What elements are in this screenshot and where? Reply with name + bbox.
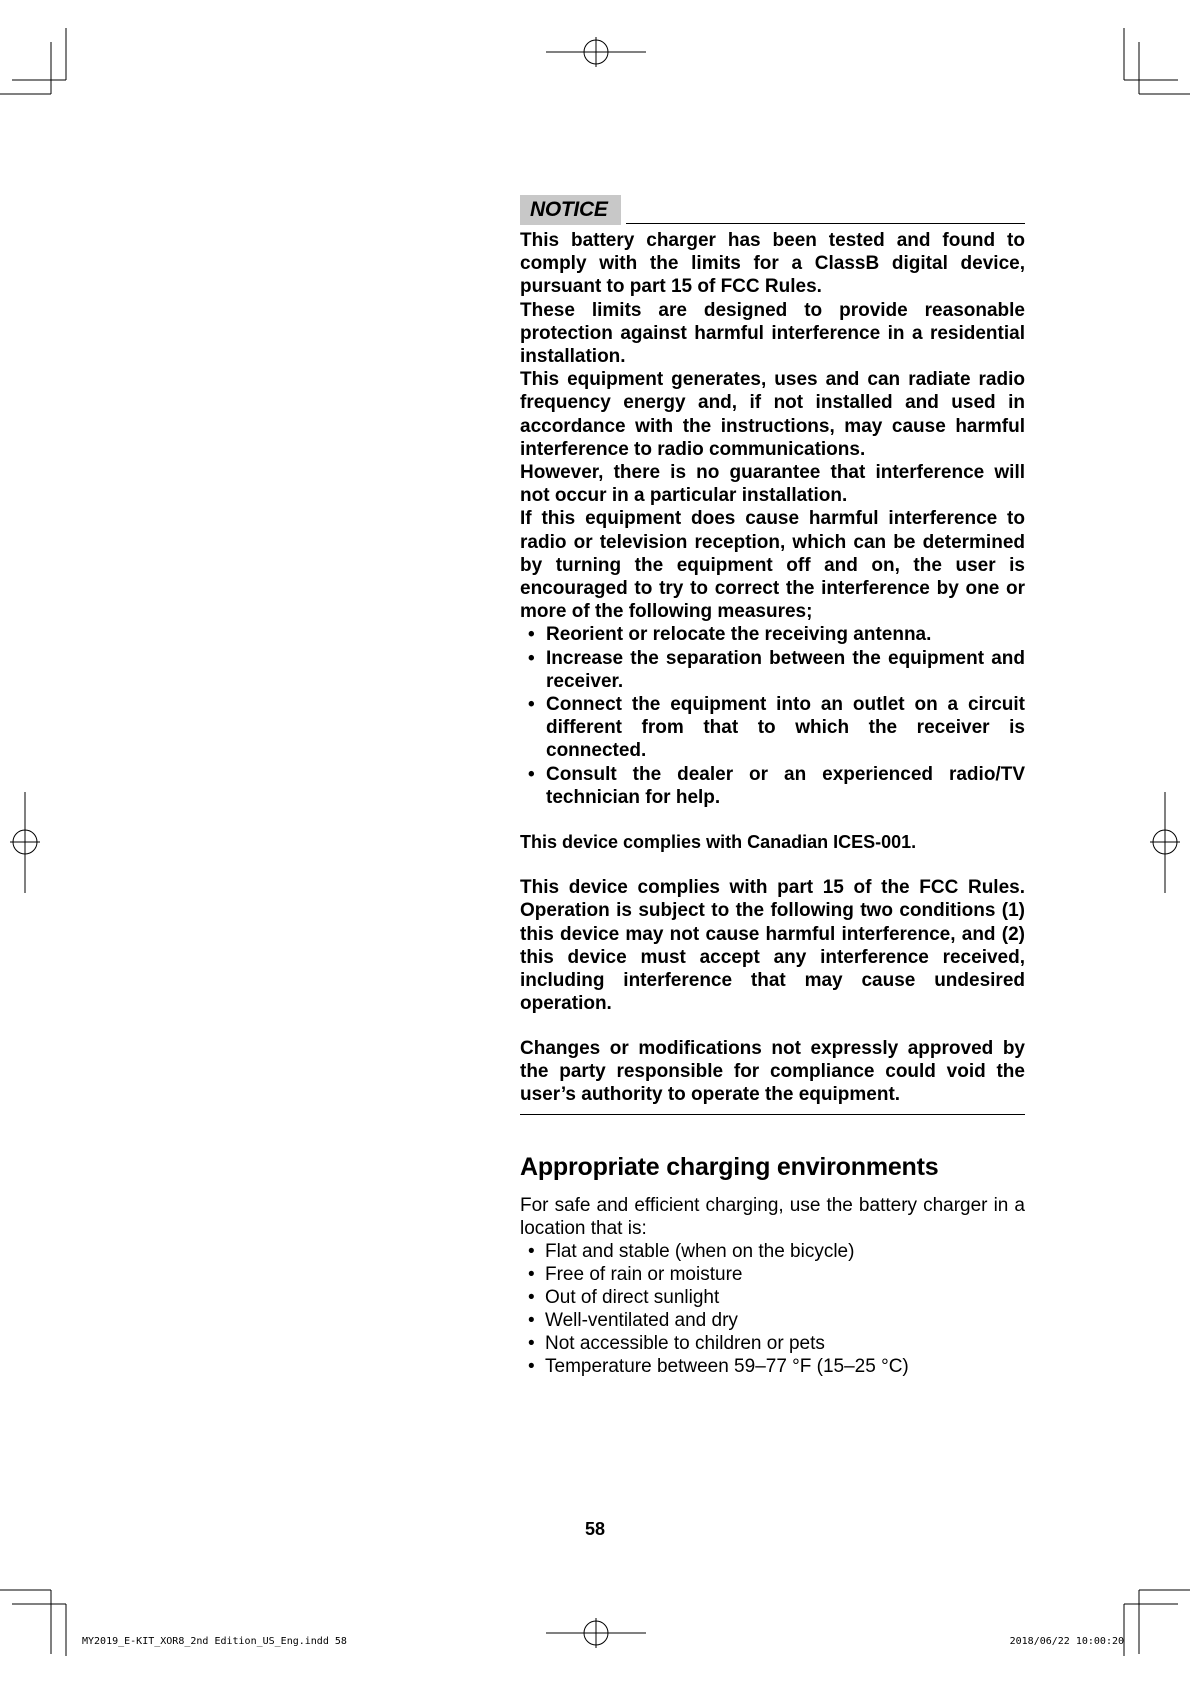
notice-paragraph: This battery charger has been tested and found to comply with the limits for a ClassB digital device, pursuant to part 15 of FCC Rules. — [520, 230, 1025, 298]
list-item: • Connect the equipment into an outlet on a circuit different from that to which the receiver is connected. — [520, 693, 1025, 763]
list-item: • Consult the dealer or an experienced radio/TV technician for help. — [520, 763, 1025, 809]
notice-end-rule — [520, 1114, 1025, 1115]
date-time-slug: 2018/06/22 10:00:20 — [1009, 1636, 1124, 1647]
file-info-slug: MY2019_E-KIT_XOR8_2nd Edition_US_Eng.indd 58 — [82, 1636, 347, 1647]
list-item: • Reorient or relocate the receiving antenna. — [520, 623, 1025, 646]
spacer — [520, 809, 1025, 831]
charging-conditions-list — [520, 1240, 1025, 1378]
section-title: Appropriate charging environments — [520, 1153, 939, 1182]
spacer — [520, 854, 1025, 876]
notice-paragraph: However, there is no guarantee that interference will not occur in a particular installation. — [520, 462, 1025, 507]
fcc-compliance: This device complies with part 15 of the FCC Rules. Operation is subject to the following two conditions (1) this device may not cause harmful interference, and (2) this device must accept any interference received, including interference that may cause undesired operation. — [520, 877, 1025, 1015]
notice-header — [520, 195, 1025, 229]
text-column — [520, 195, 1025, 1378]
list-item: • Out of direct sunlight — [520, 1286, 1025, 1309]
list-item: • Not accessible to children or pets — [520, 1332, 1025, 1355]
charging-intro: For safe and efficient charging, use the battery charger in a location that is: — [520, 1195, 1025, 1240]
notice-paragraph: These limits are designed to provide reasonable protection against harmful interference in a residential installation. — [520, 299, 1025, 368]
canada-compliance: This device complies with Canadian ICES-001. — [520, 832, 917, 853]
spacer — [520, 1016, 1025, 1037]
notice-paragraph: If this equipment does cause harmful interference to radio or television reception, which can be determined by turning the equipment off and on, the user is encouraged to try to correct the interference by one or more of the following measures; — [520, 508, 1025, 623]
list-item: • Temperature between 59–77 °F (15–25 °C) — [520, 1355, 1025, 1378]
notice-rule — [626, 223, 1025, 224]
notice-label: NOTICE — [520, 195, 621, 225]
notice-paragraph: This equipment generates, uses and can radiate radio frequency energy and, if not installed and used in accordance with the instructions, may cause harmful interference to radio communications. — [520, 369, 1025, 460]
changes-warning: Changes or modifications not expressly approved by the party responsible for compliance could void the user’s authority to operate the equipment. — [520, 1037, 1025, 1105]
list-item: • Flat and stable (when on the bicycle) — [520, 1240, 1025, 1263]
measures-list — [520, 623, 1025, 809]
page-number: 58 — [584, 1519, 606, 1539]
list-item: • Well-ventilated and dry — [520, 1309, 1025, 1332]
list-item: • Increase the separation between the equipment and receiver. — [520, 647, 1025, 693]
list-item: • Free of rain or moisture — [520, 1263, 1025, 1286]
